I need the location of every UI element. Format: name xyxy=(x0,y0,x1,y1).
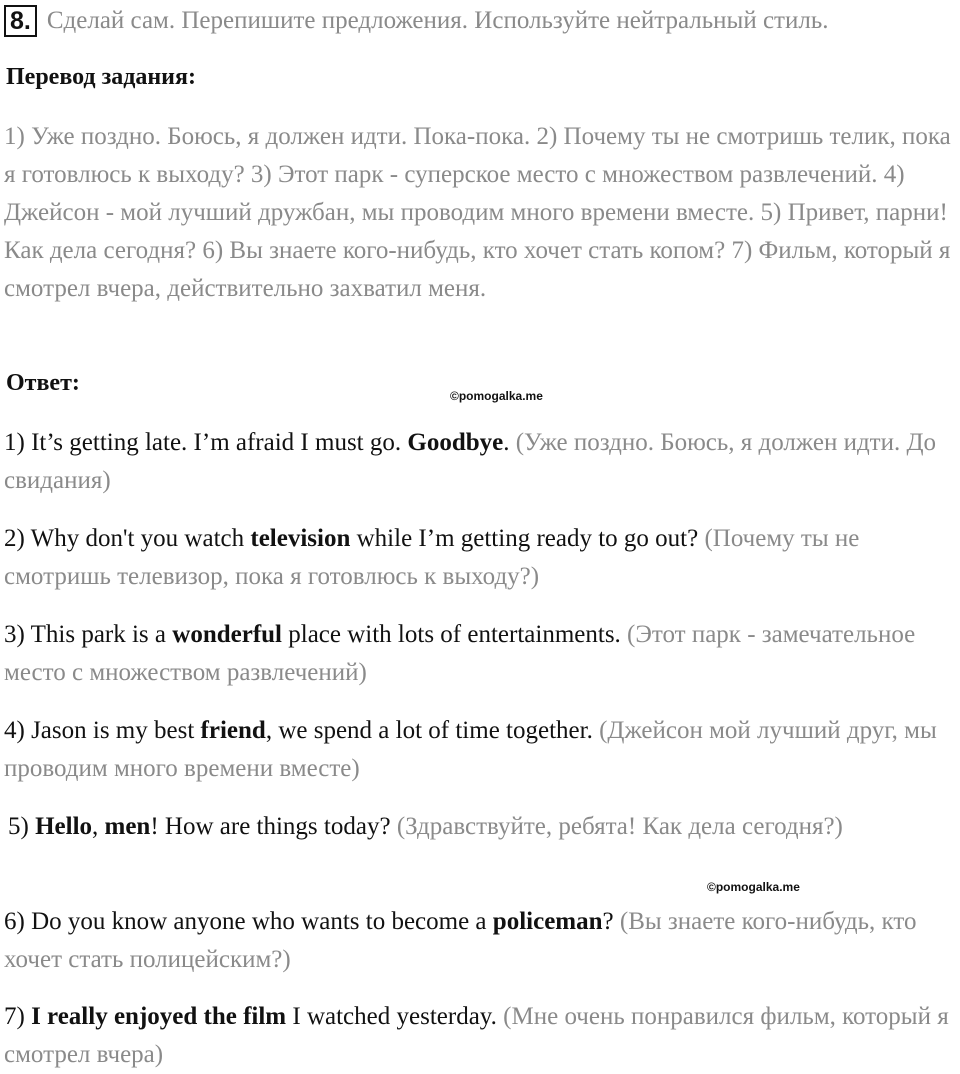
answer-text: , xyxy=(92,813,105,840)
task-instruction: Сделай сам. Перепишите предложения. Используйте нейтральный стиль. xyxy=(46,7,829,34)
answer-text: ? xyxy=(602,908,614,935)
answer-text: while I’m getting ready to go out? xyxy=(350,525,699,552)
watermark: ©pomogalka.me xyxy=(450,389,543,403)
answer-translation: (Уже поздно. Боюсь, я должен идти. До свидания) xyxy=(4,429,937,494)
answer-text: ! How are things today? xyxy=(150,813,391,840)
answer-keyword: men xyxy=(104,813,151,840)
answer-item-6 xyxy=(4,903,956,979)
answer-translation: (Вы знаете кого-нибудь, кто хочет стать полицейским?) xyxy=(4,908,917,973)
answer-translation: (Здравствуйте, ребята! Как дела сегодня?) xyxy=(396,813,843,840)
answer-translation: (Этот парк - замечательное место с множеством развлечений) xyxy=(4,621,916,686)
answer-text: 3) This park is a xyxy=(4,621,173,648)
answer-text: 1) It’s getting late. I’m afraid I must go. xyxy=(4,429,408,456)
answer-keyword: wonderful xyxy=(172,621,282,648)
answer-text: 5) xyxy=(8,813,36,840)
answer-keyword: policeman xyxy=(492,908,603,935)
translation-text: 1) Уже поздно. Боюсь, я должен идти. Пока-пока. 2) Почему ты не смотришь телик, пока я готовлюсь к выходу? 3) Этот парк - суперское место с множеством развлечений. 4) Джейсон - мой лучший дружбан, мы проводим много времени вместе. 5) Привет, парни! Как дела сегодня? 6) Вы знаете кого-нибудь, кто хочет стать копом? 7) Фильм, который я смотрел вчера, действительно захватил меня. xyxy=(4,123,951,302)
answer-text: 4) Jason is my best xyxy=(4,717,201,744)
answer-text: . xyxy=(503,429,510,456)
answer-item-1 xyxy=(4,424,956,500)
answer-text: 7) xyxy=(4,1003,32,1030)
answer-item-4 xyxy=(4,712,956,788)
answer-item-2 xyxy=(4,520,956,596)
answer-item-7 xyxy=(4,998,956,1074)
answer-keyword: Hello xyxy=(35,813,93,840)
answer-keyword: television xyxy=(250,525,351,552)
answer-keyword: Goodbye xyxy=(407,429,504,456)
answer-translation: (Мне очень понравился фильм, который я смотрел вчера) xyxy=(4,1003,949,1068)
answer-text: 2) Why don't you watch xyxy=(4,525,251,552)
answer-item-3 xyxy=(4,616,956,692)
watermark: ©pomogalka.me xyxy=(707,880,800,894)
answer-text: place with lots of entertainments. xyxy=(282,621,621,648)
answer-title: Ответ: xyxy=(6,370,80,396)
answer-keyword: friend xyxy=(200,717,266,744)
answer-text: , we spend a lot of time together. xyxy=(265,717,593,744)
answer-translation: (Почему ты не смотришь телевизор, пока я готовлюсь к выходу?) xyxy=(4,525,860,590)
answer-item-5 xyxy=(8,808,960,846)
answer-text: 6) Do you know anyone who wants to become a xyxy=(4,908,493,935)
translation-title: Перевод задания: xyxy=(6,64,196,90)
task-number: 8. xyxy=(4,5,37,37)
answer-keyword: I really enjoyed the film xyxy=(31,1003,287,1030)
task-header xyxy=(4,4,828,38)
answer-translation: (Джейсон мой лучший друг, мы проводим много времени вместе) xyxy=(4,717,937,782)
answer-text: I watched yesterday. xyxy=(286,1003,497,1030)
